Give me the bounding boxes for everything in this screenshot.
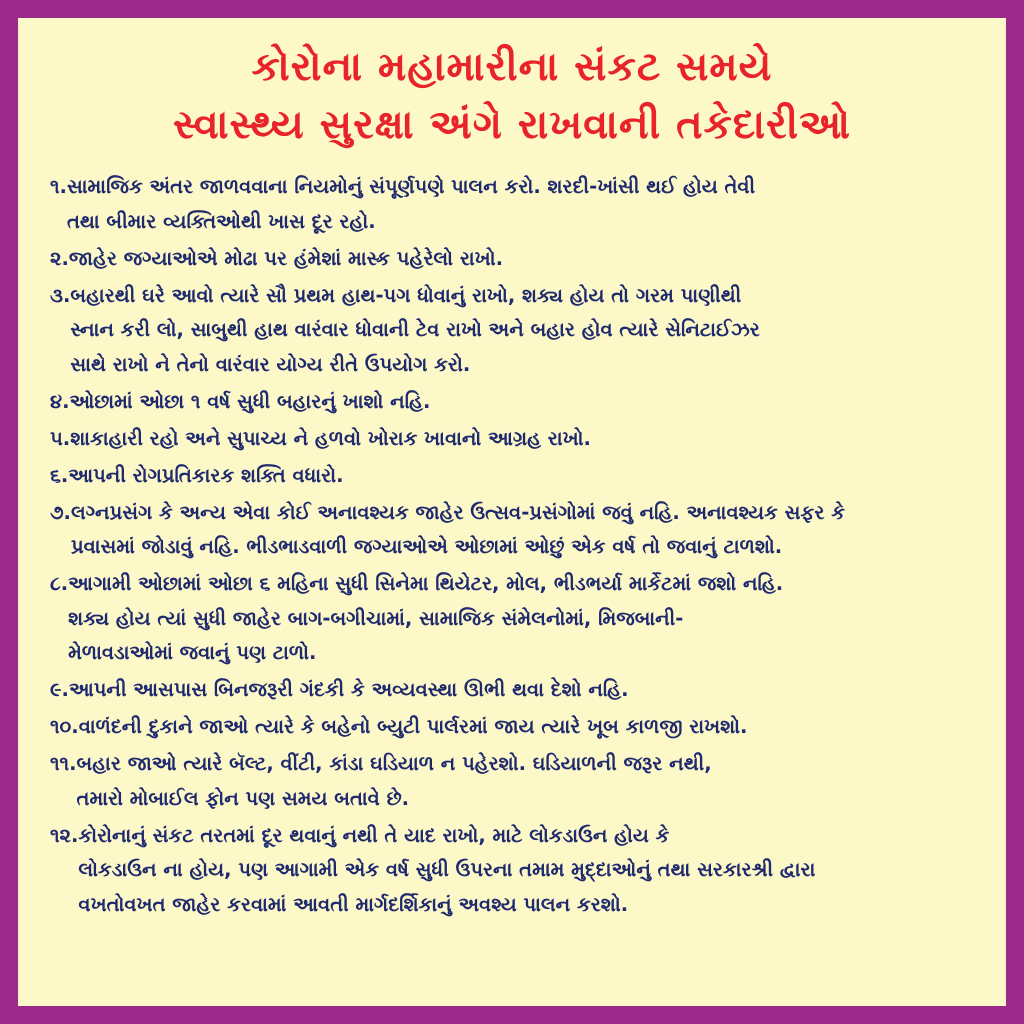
guideline-text: [67, 170, 990, 239]
guideline-line: તમારો મોબાઈલ ફોન પણ સમય બતાવે છે.: [76, 786, 410, 810]
guideline-line: શક્ય હોય ત્યાં સુધી જાહેર બાગ-બગીચામાં, સામાજિક સંમેલનોમાં, મિજબાની-: [68, 606, 684, 630]
guideline-item: [50, 279, 990, 383]
guideline-line: વાળંદની દુકાને જાઓ ત્યારે કે બહેનો બ્યુટી પાર્લરમાં જાય ત્યારે ખૂબ કાળજી રાખશો.: [78, 715, 748, 738]
guideline-line: લગ્નપ્રસંગ કે અન્ય એવા કોઈ અનાવશ્યક જાહેર ઉત્સવ-પ્રસંગોમાં જવું નહિ. અનાવશ્યક સફર કે: [70, 500, 845, 524]
guideline-number: ૭.: [50, 500, 71, 524]
guideline-line: મેળાવડાઓમાં જવાનું પણ ટાળો.: [68, 641, 317, 664]
guideline-item: [50, 567, 990, 671]
guideline-text: [70, 422, 990, 457]
title-line-2: સ્વાસ્થ્ય સુરક્ષા અંગે રાખવાની તકેદારીઓ: [172, 102, 852, 148]
guideline-item: [50, 819, 990, 923]
guideline-number: ૧૦.: [50, 715, 79, 738]
guideline-number: ૨.: [50, 246, 69, 270]
guideline-number: ૯.: [50, 678, 69, 701]
guideline-number: ૬.: [50, 463, 69, 487]
guideline-line: શાકાહારી રહો અને સુપાચ્ય ને હળવો ખોરાક ખાવાનો આગ્રહ રાખો.: [70, 426, 591, 450]
guideline-line: આપની આસપાસ બિનજરૂરી ગંદકી કે અવ્યવસ્થા ઊભી થવા દેશો નહિ.: [68, 678, 629, 701]
guideline-line: આપની રોગપ્રતિકારક શક્તિ વધારો.: [68, 463, 344, 487]
guideline-number: ૧૧.: [50, 752, 77, 775]
guideline-text: [78, 819, 990, 923]
guideline-text: [70, 279, 990, 383]
guideline-line: કોરોનાનું સંકટ તરતમાં દૂર થવાનું નથી તે યાદ રાખો, માટે લોકડાઉન હોય કે: [78, 823, 670, 847]
guideline-line: બહારથી ઘરે આવો ત્યારે સૌ પ્રથમ હાથ-પગ ધોવાનું રાખો, શક્ય હોય તો ગરમ પાણીથી: [70, 283, 742, 307]
guideline-number: ૧૨.: [50, 823, 79, 847]
guideline-line: ઓછામાં ઓછા ૧ વર્ષ સુધી બહારનું ખાશો નહિ.: [69, 389, 431, 413]
guideline-text: [70, 385, 991, 420]
guideline-line: સામાજિક અંતર જાળવવાના નિયમોનું સંપૂર્ણપણે પાલન કરો. શરદી-ખાંસી થઈ હોય તેવી: [66, 175, 756, 198]
guideline-text: [69, 242, 990, 277]
guideline-item: [50, 385, 990, 420]
guideline-text: [69, 673, 990, 708]
guideline-item: [50, 673, 990, 708]
guideline-line: સ્નાન કરી લો, સાબુથી હાથ વારંવાર ધોવાની ટેવ રાખો અને બહાર હોવ ત્યારે સેનિટાઈઝર: [70, 318, 760, 341]
guideline-line: બહાર જાઓ ત્યારે બૅલ્ટ, વીંટી, કાંડા ઘડિયાળ ન પહેરશો. ઘડિયાળની જરૂર નથી,: [76, 752, 712, 775]
guideline-item: [50, 496, 990, 565]
guideline-item: [50, 170, 990, 239]
guideline-number: ૫.: [50, 426, 71, 450]
guideline-text: [71, 496, 990, 565]
guideline-text: [68, 567, 990, 671]
guideline-line: આગામી ઓછામાં ઓછા ૬ મહિના સુધી સિનેમા થિયેટર, મોલ, ભીડભર્યા માર્કેટમાં જશો નહિ.: [68, 572, 784, 595]
guideline-item: [50, 710, 990, 745]
guideline-line: લોકડાઉન ના હોય, પણ આગામી એક વર્ષ સુધી ઉપરના તમામ મુદ્દાઓનું તથા સરકારશ્રી દ્વારા: [78, 858, 816, 881]
guideline-text: [79, 710, 990, 745]
guideline-line: સાથે રાખો ને તેનો વારંવાર યોગ્ય રીતે ઉપયોગ કરો.: [70, 352, 471, 376]
guideline-line: વખતોવખત જાહેર કરવામાં આવતી માર્ગદર્શિકાનું અવશ્ય પાલન કરશો.: [78, 892, 629, 916]
guideline-text: [77, 747, 990, 816]
guideline-text: [68, 459, 990, 494]
guideline-line: પ્રવાસમાં જોડાવું નહિ. ભીડભાડવાળી જગ્યાઓએ ઓછામાં ઓછું એક વર્ષ તો જવાનું ટાળશો.: [70, 535, 783, 558]
poster-title: [18, 38, 1006, 154]
notice-poster: [18, 18, 1006, 1006]
guideline-item: [50, 747, 990, 816]
guideline-line: જાહેર જગ્યાઓએ મોઢા પર હંમેશાં માસ્ક પહેરેલો રાખો.: [68, 246, 503, 270]
title-line-1: કોરોના મહામારીના સંકટ સમયે: [251, 44, 773, 90]
guideline-item: [50, 459, 990, 494]
guideline-number: ૧.: [50, 175, 67, 198]
guideline-line: તથા બીમાર વ્યક્તિઓથી ખાસ દૂર રહો.: [66, 209, 376, 233]
guideline-item: [50, 422, 990, 457]
guideline-number: ૩.: [50, 283, 71, 307]
guideline-number: ૪.: [50, 389, 70, 413]
guideline-number: ૮.: [50, 572, 69, 595]
guidelines-list: [50, 170, 990, 925]
guideline-item: [50, 242, 990, 277]
